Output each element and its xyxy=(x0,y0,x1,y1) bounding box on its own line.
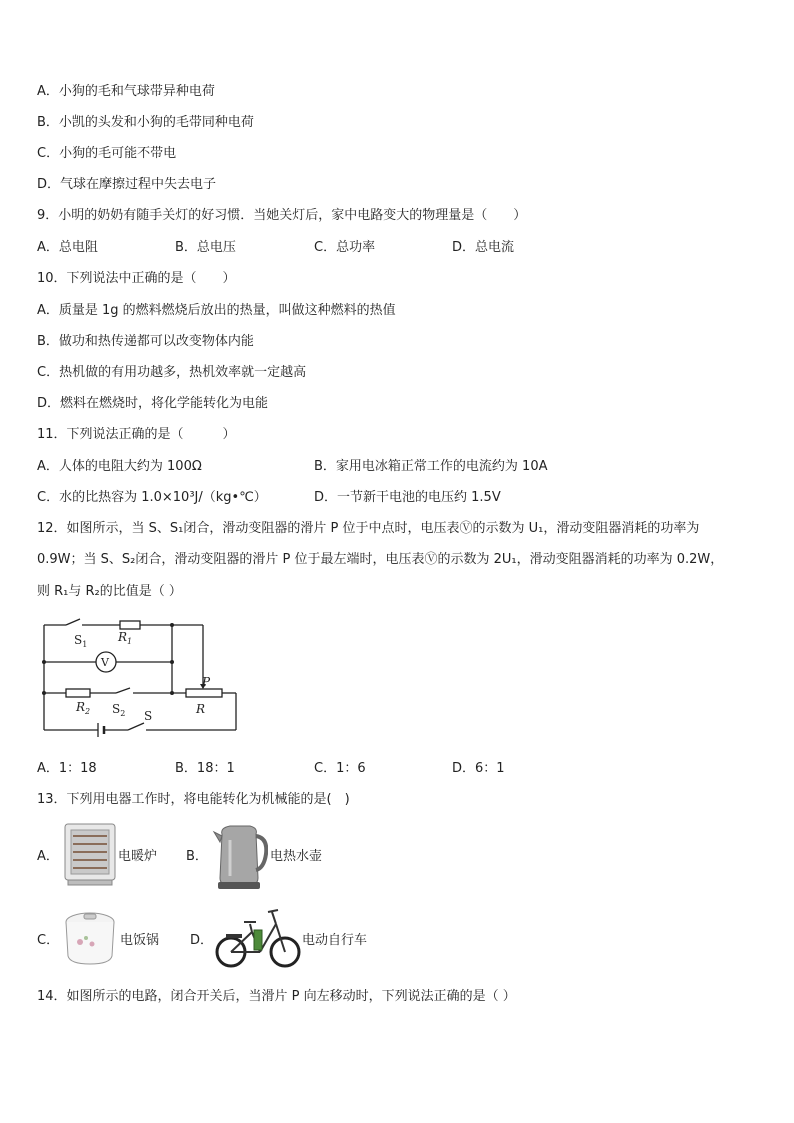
q11-option-b: B．家用电冰箱正常工作的电流约为 10A xyxy=(314,459,548,474)
q14-stem: 14．如图所示的电路，闭合开关后，当滑片 P 向左移动时，下列说法正确的是（ ） xyxy=(37,989,516,1004)
q12-stem-line1: 12．如图所示，当 S、S₁闭合，滑动变阻器的滑片 P 位于中点时，电压表Ⓥ的示数为 U₁，滑动变阻器消耗的功率为 xyxy=(37,521,700,536)
q10-stem: 10．下列说法中正确的是（ ） xyxy=(37,271,236,286)
q10-option-a: A．质量是 1g 的燃料燃烧后放出的热量，叫做这种燃料的热值 xyxy=(37,303,396,318)
q13-option-a-letter: A． xyxy=(37,849,59,864)
q9-option-b: B．总电压 xyxy=(175,240,236,255)
label-s1: $S_1$ xyxy=(74,633,88,649)
label-s2: $S_2$ xyxy=(112,702,126,718)
label-p: P xyxy=(202,675,211,689)
label-r: R xyxy=(196,702,206,716)
q10-option-b: B．做功和热传递都可以改变物体内能 xyxy=(37,334,254,349)
q11-stem: 11．下列说法正确的是（ ） xyxy=(37,427,236,442)
q13-option-c-letter: C． xyxy=(37,933,60,948)
q12-circuit-diagram xyxy=(36,614,246,742)
q8-option-d: D．气球在摩擦过程中失去电子 xyxy=(37,177,217,192)
q13-option-c-label: 电饭锅 xyxy=(120,933,160,948)
q12-option-b: B．18：1 xyxy=(175,761,235,776)
q13-option-b-letter: B． xyxy=(186,849,208,864)
label-s: S xyxy=(144,709,153,723)
q11-option-c: C．水的比热容为 1.0×10³J/（kg•℃） xyxy=(37,490,267,505)
q13-option-d-label: 电动自行车 xyxy=(302,933,368,948)
q12-stem-line2: 0.9W；当 S、S₂闭合，滑动变阻器的滑片 P 位于最左端时，电压表Ⓥ的示数为 2U₁，滑动变阻器消耗的功率为 0.2W， xyxy=(37,552,724,567)
electric-heater-image xyxy=(62,822,118,888)
q13-option-a-label: 电暖炉 xyxy=(118,849,158,864)
q10-option-d: D．燃料在燃烧时，将化学能转化为电能 xyxy=(37,396,269,411)
q13-option-b-label: 电热水壶 xyxy=(270,849,323,864)
q13-stem: 13．下列用电器工作时，将电能转化为机械能的是( ) xyxy=(37,792,350,807)
q8-option-c: C．小狗的毛可能不带电 xyxy=(37,146,177,161)
q10-option-c: C．热机做的有用功越多，热机效率就一定越高 xyxy=(37,365,307,380)
q12-option-a: A．1：18 xyxy=(37,761,97,776)
q11-option-a: A．人体的电阻大约为 100Ω xyxy=(37,459,202,474)
q9-option-a: A．总电阻 xyxy=(37,240,98,255)
rice-cooker-image xyxy=(62,908,118,968)
q13-option-d-letter: D． xyxy=(190,933,214,948)
q12-option-c: C．1：6 xyxy=(314,761,366,776)
q8-option-b: B．小凯的头发和小狗的毛带同种电荷 xyxy=(37,115,254,130)
q12-option-d: D．6：1 xyxy=(452,761,505,776)
electric-bicycle-image xyxy=(214,906,302,970)
q9-option-c: C．总功率 xyxy=(314,240,376,255)
electric-kettle-image xyxy=(212,820,268,892)
voltmeter-label: V xyxy=(101,656,109,669)
q8-option-a: A．小狗的毛和气球带异种电荷 xyxy=(37,84,215,99)
q9-option-d: D．总电流 xyxy=(452,240,515,255)
q11-option-d: D．一节新干电池的电压约 1.5V xyxy=(314,490,501,505)
q9-stem: 9．小明的奶奶有随手关灯的好习惯．当她关灯后，家中电路变大的物理量是（ ） xyxy=(37,208,527,223)
label-r2: $R_2$ xyxy=(76,700,91,716)
q12-stem-line3: 则 R₁与 R₂的比值是（ ） xyxy=(37,584,182,599)
label-r1: $R_1$ xyxy=(118,630,133,646)
